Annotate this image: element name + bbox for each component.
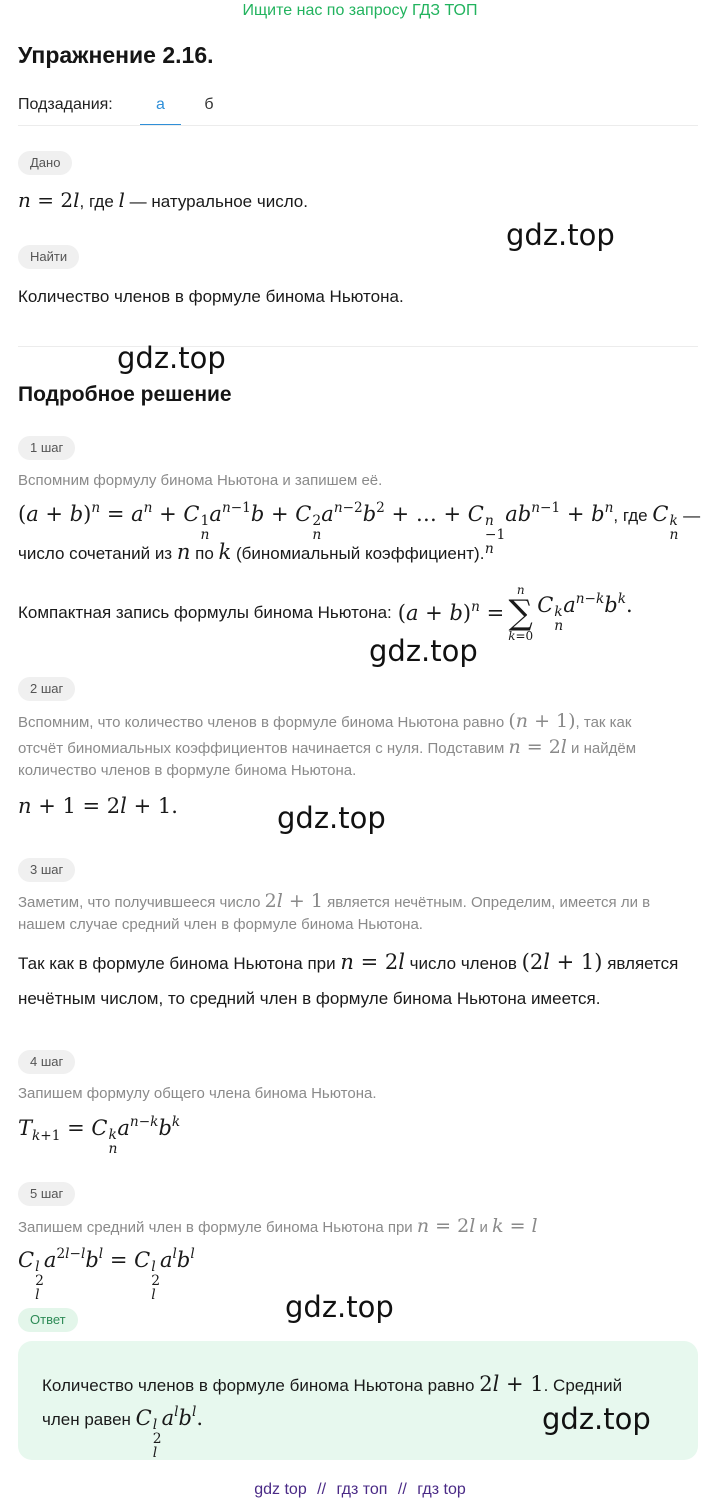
middle-term-formula: C l 2 l $a^{2l-l}b^l = C$ l 2 l $a^lb^l$ (18, 1246, 195, 1303)
step-3-hint-1: Заметим, что получившееся число 2l + 1 является нечётным. Определим, имеется ли в (18, 890, 651, 912)
footer-separator: // (317, 1481, 327, 1498)
given-text: n = 2l, где l — натуральное число. (18, 188, 308, 212)
watermark: gdz.top (285, 1290, 394, 1324)
subtasks-label: Подзадания: (18, 96, 113, 113)
step-2-hint-2: отсчёт биномиальных коэффициентов начинается с нуля. Подставим n = 2l и найдём (18, 736, 637, 758)
answer-line-2: член равен C l 2 l $a^lb^l$. (42, 1404, 203, 1461)
watermark: gdz.top (117, 341, 226, 375)
step-2-badge: 2 шаг (18, 677, 75, 701)
solution-title: Подробное решение (18, 383, 232, 406)
footer-link[interactable]: gdz top (254, 1481, 307, 1498)
watermark: gdz.top (369, 634, 478, 668)
step-3-text-2: нечётным числом, то средний член в формуле бинома Ньютона имеется. (18, 989, 601, 1008)
general-term-formula: $T_{k+1} = C$ k n $a^{n-k}b^k$ (18, 1114, 181, 1158)
watermark: gdz.top (542, 1402, 651, 1436)
step-3-hint-2: нашем случае средний член в формуле бинома Ньютона. (18, 916, 423, 933)
compact-formula: Компактная запись формулы бинома Ньютона: $(a + b)^n$ = n ∑ k=0 C k n $a^{n-k}b^k$. (18, 583, 633, 643)
binomial-formula: $(a + b)^n = a^n + C$ 1 n $a^{n-1}b + C$ 2 n $a^{n-2}b^2$ + … + C n −1 n $ab^{n-1} + b^n$, где C k n — (18, 500, 701, 557)
subtask-tab-a[interactable] (140, 90, 181, 126)
watermark: gdz.top (506, 218, 615, 252)
step-1-line2: число сочетаний из n по k (биномиальный коэффициент). (18, 540, 485, 564)
subtask-tab-b[interactable] (192, 90, 226, 124)
step-1-badge: 1 шаг (18, 436, 75, 460)
step-1-hint: Вспомним формулу бинома Ньютона и запишем её. (18, 472, 383, 489)
step-2-hint-3: количество членов в формуле бинома Ньютона. (18, 762, 357, 779)
given-badge: Дано (18, 151, 72, 175)
footer-separator: // (397, 1481, 407, 1498)
watermark: gdz.top (277, 801, 386, 835)
footer-link[interactable]: гдз top (417, 1481, 466, 1498)
answer-badge: Ответ (18, 1308, 78, 1332)
footer-links (0, 1481, 720, 1499)
find-badge: Найти (18, 245, 79, 269)
top-banner[interactable]: Ищите нас по запросу ГДЗ ТОП (242, 2, 478, 19)
subtask-tab-b-label: б (204, 96, 214, 113)
step-5-badge: 5 шаг (18, 1182, 75, 1206)
step-3-badge: 3 шаг (18, 858, 75, 882)
step-4-badge: 4 шаг (18, 1050, 75, 1074)
answer-line-1: Количество членов в формуле бинома Ньютона равно 2l + 1. Средний (42, 1372, 623, 1396)
page-title: Упражнение 2.16. (18, 42, 214, 68)
step-5-hint: Запишем средний член в формуле бинома Ньютона при n = 2l и k = l (18, 1215, 538, 1237)
step-3-text-1: Так как в формуле бинома Ньютона при n = 2l число членов (2l + 1) является (18, 950, 679, 974)
subtask-tab-a-label: а (156, 96, 165, 113)
step-2-hint-1: Вспомним, что количество членов в формуле бинома Ньютона равно (n + 1), так как (18, 710, 632, 732)
step-4-hint: Запишем формулу общего члена бинома Ньютона. (18, 1085, 377, 1102)
footer-link[interactable]: гдз топ (336, 1481, 388, 1498)
step-2-formula: n + 1 = 2l + 1. (18, 794, 178, 818)
tabs-divider (18, 125, 698, 126)
find-text: Количество членов в формуле бинома Ньютона. (18, 287, 404, 306)
